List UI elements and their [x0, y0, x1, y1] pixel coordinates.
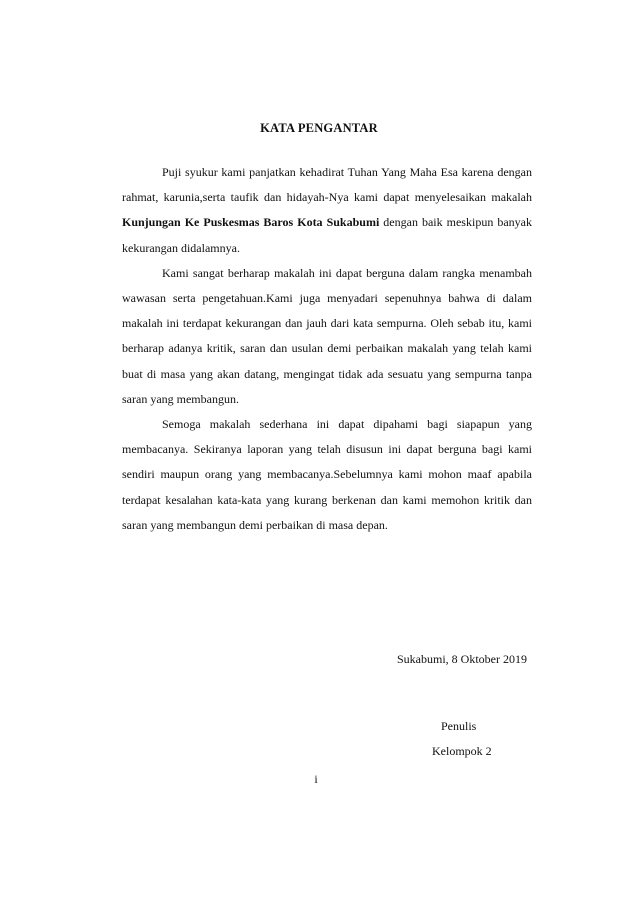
paragraph-2: Kami sangat berharap makalah ini dapat berguna dalam rangka menambah wawasan serta pengetahuan.Kami juga menyadari sepenuhnya bahwa di dalam makalah ini terdapat kekurangan dan jauh dari kata sempurna. Oleh sebab itu, kami berharap adanya kritik, saran dan usulan demi perbaikan makalah yang telah kami buat di masa yang akan datang, mengingat tidak ada sesuatu yang sempurna tanpa saran yang membangun.	[122, 265, 532, 406]
group-name: Kelompok 2	[432, 744, 492, 758]
page-number: i	[314, 772, 318, 786]
paragraph-1-text-start: Puji syukur kami panjatkan kehadirat Tuhan Yang Maha Esa karena dengan rahmat, karunia,serta taufik dan hidayah-Nya kami dapat menyelesaikan makalah	[122, 165, 532, 205]
author-label: Penulis	[441, 719, 477, 733]
paragraph-1-text-end: dengan baik meskipun banyak kekurangan didalamnya.	[122, 215, 532, 255]
paragraph-3: Semoga makalah sederhana ini dapat dipahami bagi siapapun yang membacanya. Sekiranya laporan yang telah disusun ini dapat berguna bagi kami sendiri maupun orang yang membacanya.Sebelumnya kami mohon maaf apabila terdapat kesalahan kata-kata yang kurang berkenan dan kami memohon kritik dan saran yang membangun demi perbaikan di masa depan.	[122, 417, 532, 532]
report-title-bold: Kunjungan Ke Puskesmas Baros Kota Sukabumi	[122, 215, 380, 230]
body-text	[122, 160, 532, 538]
paragraph-1	[122, 160, 532, 261]
place-date: Sukabumi, 8 Oktober 2019	[397, 652, 527, 666]
page-title: KATA PENGANTAR	[260, 121, 378, 135]
